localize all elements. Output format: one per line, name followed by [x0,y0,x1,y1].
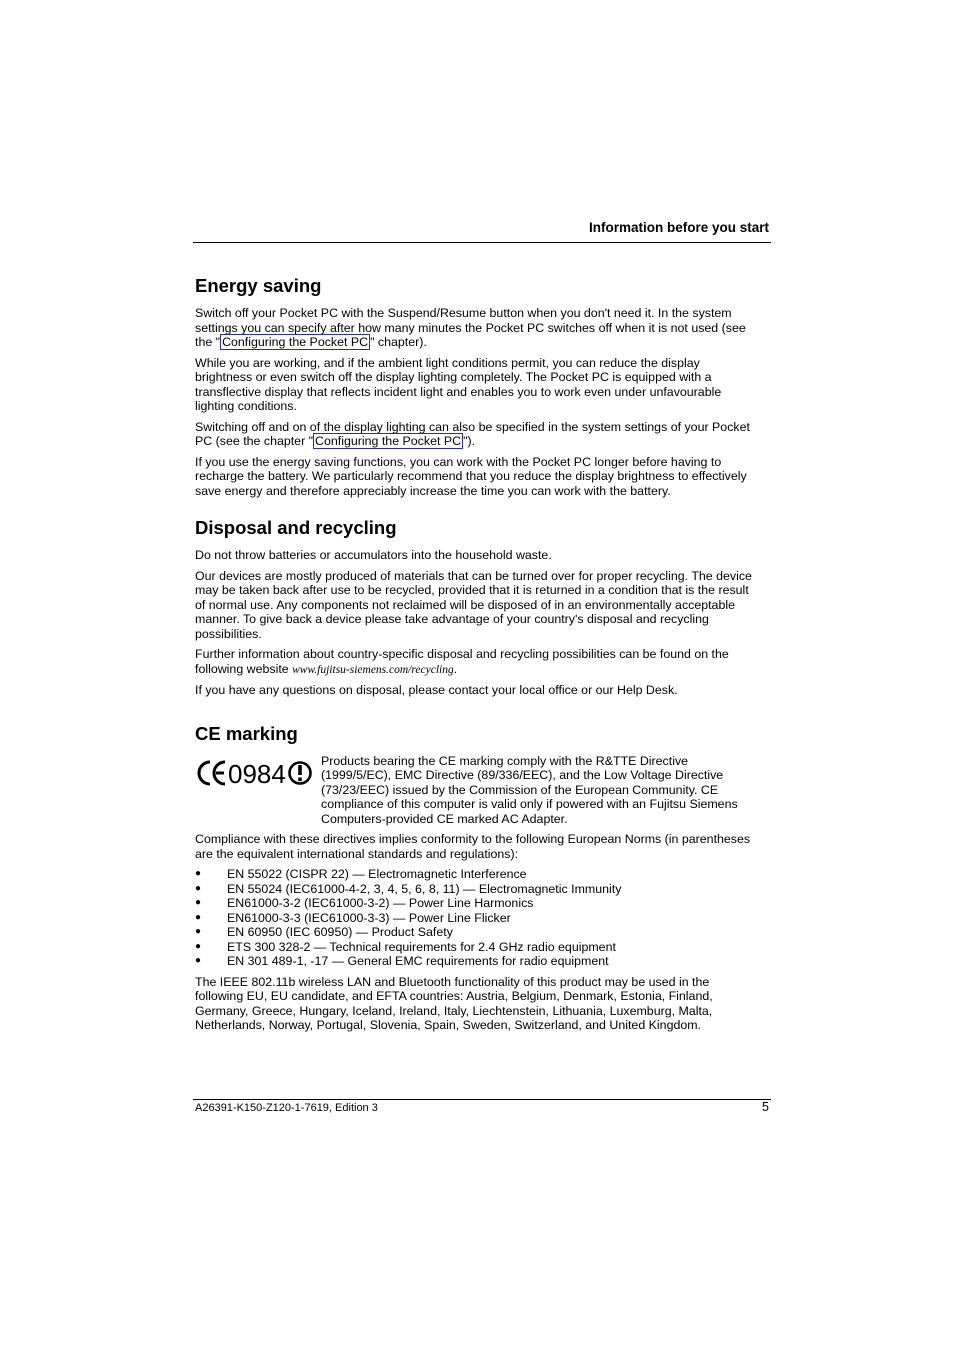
energy-paragraph-1: Switch off your Pocket PC with the Suspend/Resume button when you don't need it. In the system settings you can specify after how many minutes the Pocket PC switches off when it is not used (see the " Configuring the Pocket PC " chapter). [195,306,746,349]
ce-notified-body-number: 0984 [228,758,286,789]
disposal-paragraph-3: Further information about country-specific disposal and recycling possibilities can be found on the following website www.fujitsu-siemens.com/recycling. [195,647,729,676]
list-item: ● EN 55022 (CISPR 22) — Electromagnetic Interference [195,867,527,881]
energy-paragraph-3: Switching off and on of the display lighting can also be specified in the system settings of your Pocket PC (see the chapter " Configuring the Pocket PC "). [195,419,750,448]
header-rule [193,242,771,243]
norms-list [195,867,760,969]
heading-disposal-recycling: Disposal and recycling [195,517,397,538]
disposal-paragraph-1: Do not throw batteries or accumulators into the household waste. [195,548,552,562]
ce-compliance-text: Compliance with these directives implies conformity to the following European Norms (in parentheses are the equivalent international standards and regulations): [195,832,751,861]
heading-ce-marking: CE marking [195,722,298,744]
list-item: ● EN61000-3-3 (IEC61000-3-3) — Power Line Flicker [195,910,511,925]
ce-closing-text: The IEEE 802.11b wireless LAN and Bluetooth functionality of this product may be used in the following EU, EU candidate, and EFTA countries: Austria, Belgium, Denmark, Estonia, Finland, Germany, Greece, Hungary, Iceland, Ireland, Italy, Liechtenstein, Lithuania, Luxemburg, Malta, Netherlands, Norway, Portugal, Slovenia, Spain, Sweden, Switzerland, and United Kingdom. [195,974,713,1032]
section-energy-saving [195,274,760,498]
link-configuring-pocket-pc-2[interactable]: Configuring the Pocket PC [315,434,462,448]
heading-energy-saving: Energy saving [195,275,322,296]
disposal-paragraph-2: Our devices are mostly produced of materials that can be turned over for proper recycling. The device may be taken back after use to be recycled, provided that it is returned in a condition that is the result of normal use. Any components not reclaimed will be disposed of in an environmentally acceptable manner. To give back a device please take advantage of your country's disposal and recycling possibilities. [195,568,752,641]
energy-paragraph-4: If you use the energy saving functions, you can work with the Pocket PC longer before having to recharge the battery. We particularly recommend that you reduce the display brightness to effectively save energy and therefore appreciably increase the time you can work with the battery. [195,454,747,498]
energy-paragraph-2: While you are working, and if the ambient light conditions permit, you can reduce the display brightness or even switch off the display lighting completely. The Pocket PC is equipped with a transflective display that reflects incident light and enables you to work even under unfavourable lighting conditions. [195,355,722,413]
section-ce-marking [195,722,760,1033]
link-configuring-pocket-pc[interactable]: Configuring the Pocket PC [222,335,369,349]
page-content [195,274,760,1033]
list-item: ● ETS 300 328-2 — Technical requirements for 2.4 GHz radio equipment [195,939,616,954]
footer-page-number: 5 [762,1100,769,1114]
section-disposal-recycling [195,516,760,698]
disposal-paragraph-4: If you have any questions on disposal, please contact your local office or our Help Desk. [195,683,678,697]
recycling-website-url[interactable]: www.fujitsu-siemens.com/recycling [292,663,454,676]
ce-intro-text: Products bearing the CE marking comply with the R&TTE Directive (1999/5/EC), EMC Directive (89/336/EEC), and the Low Voltage Directive (73/23/EEC) issued by the Commission of the European Community. CE compliance of this computer is valid only if powered with an Fujitsu Siemens Computers-provided CE marked AC Adapter. [321,753,738,826]
list-item: ● EN 301 489-1, -17 — General EMC requirements for radio equipment [195,954,609,968]
running-header: Information before you start [588,220,769,235]
ce-mark-logo [195,754,321,792]
list-item: ● EN 60950 (IEC 60950) — Product Safety [195,925,453,939]
list-item: ● EN61000-3-2 (IEC61000-3-2) — Power Line Harmonics [195,896,534,910]
footer-rule [193,1099,771,1100]
list-item: ● EN 55024 (IEC61000-4-2, 3, 4, 5, 6, 8, 11) — Electromagnetic Immunity [195,881,622,896]
footer-document-id: A26391-K150-Z120-1-7619, Edition 3 [195,1102,378,1114]
ce-intro-row [195,754,760,827]
ce-mark-icon [195,756,315,790]
